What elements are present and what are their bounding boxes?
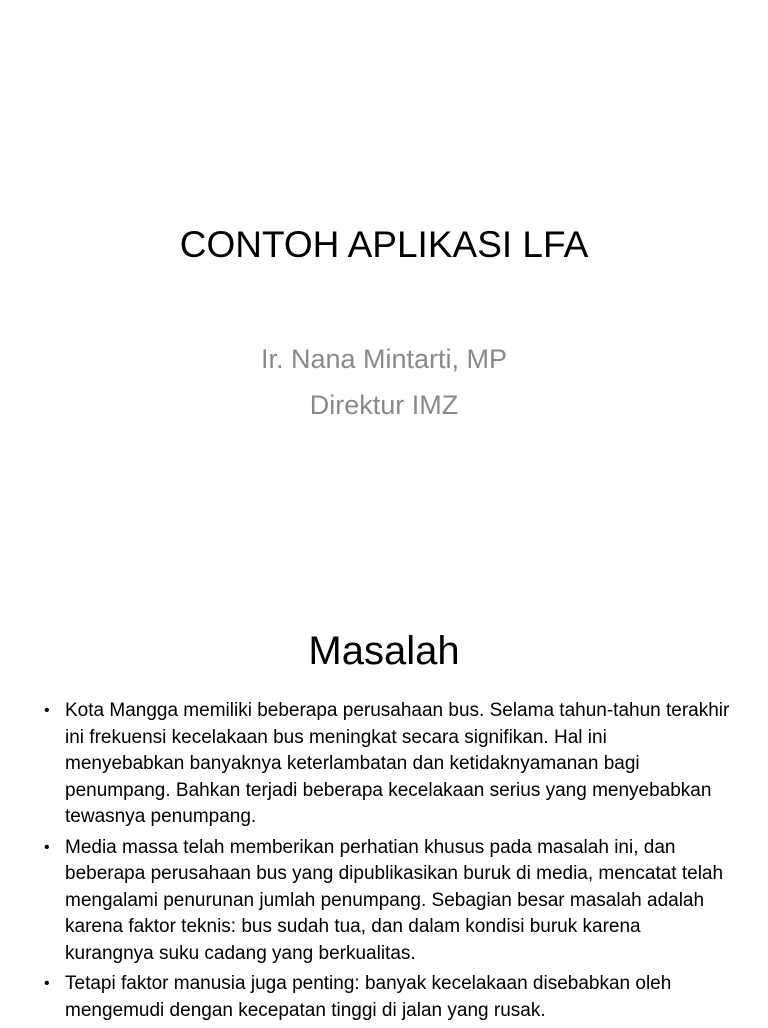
bullet-icon: • [44, 838, 50, 856]
slide-title: CONTOH APLIKASI LFA [179, 224, 589, 265]
author-role: Direktur IMZ [309, 390, 459, 420]
content-slide [0, 576, 768, 1024]
list-item [40, 835, 730, 968]
list-item [40, 698, 730, 831]
bullet-icon: • [44, 975, 50, 992]
author-name: Ir. Nana Mintarti, MP [260, 344, 508, 374]
slide-title: Masalah [308, 629, 460, 673]
bullet-icon: • [44, 702, 50, 719]
bullet-list [40, 698, 730, 1028]
bullet-text: Kota Mangga memiliki beberapa perusahaan bus. Selama tahun-tahun terakhir ini frekuensi kecelakaan bus meningkat secara signifikan. Hal ini menyebabkan banyaknya keterlambatan dan ketidaknyamanan bagi penumpang. Bahkan terjadi beberapa kecelakaan serius yang menyebabkan tewasnya penumpang. [65, 700, 730, 827]
bullet-text: Media massa telah memberikan perhatian khusus pada masalah ini, dan beberapa perusahaan bus yang dipublikasikan buruk di media, mencatat telah mengalami penurunan jumlah penumpang. Sebagian besar masalah adalah karena faktor teknis: bus sudah tua, dan dalam kondisi buruk karena kurangnya suku cadang yang berkualitas. [65, 836, 724, 964]
slide-subtitle [0, 336, 768, 428]
bullet-text: Tetapi faktor manusia juga penting: banyak kecelakaan disebabkan oleh mengemudi dengan kecepatan tinggi di jalan yang rusak. [65, 973, 672, 1021]
list-item [40, 971, 730, 1024]
